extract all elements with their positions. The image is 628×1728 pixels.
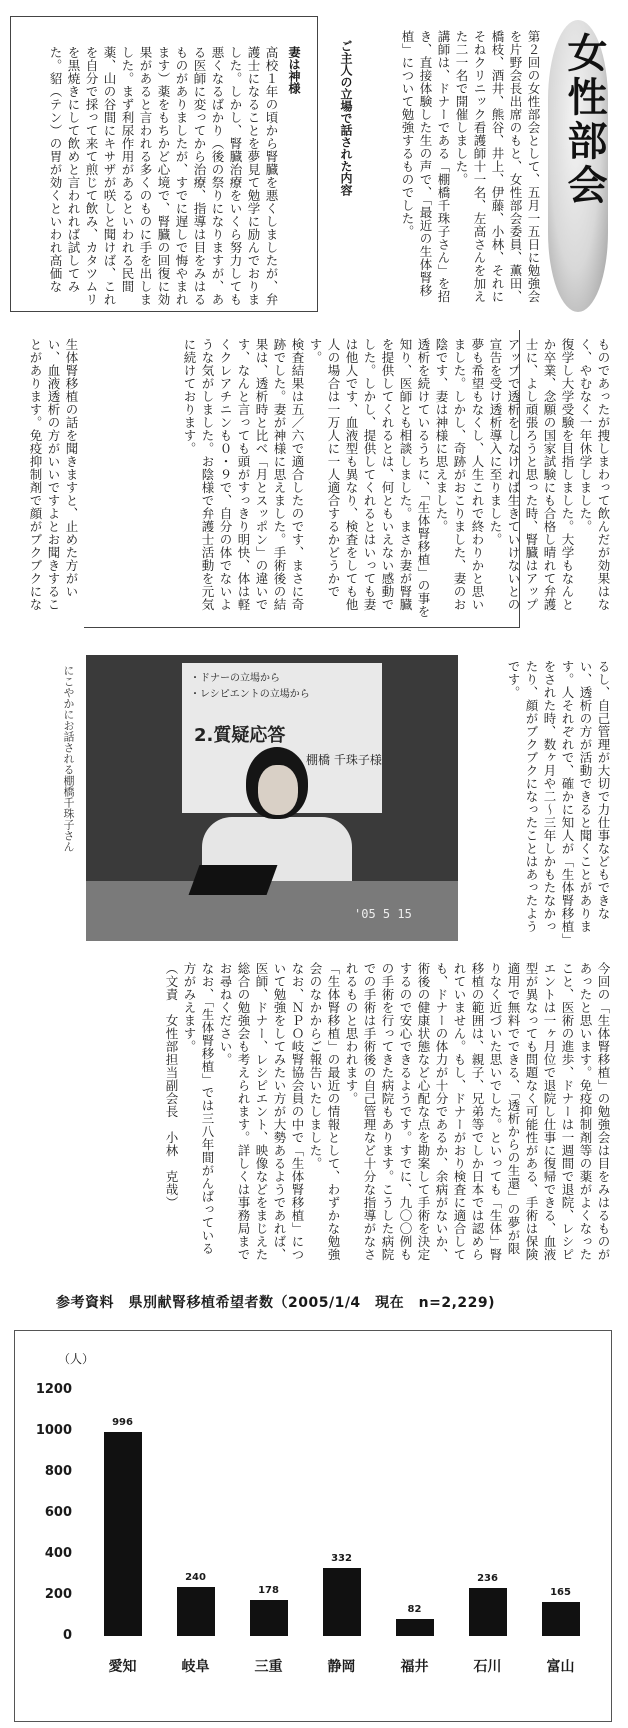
laptop [189, 865, 278, 895]
intro-text: 第２回の女性部会として、五月一五日に勉強会を片野会長出席のもと、女性部会委員、薫田、橋枝、酒井、熊谷、井上、伊藤、小林、それにそねクリニック看護師十一名、左高さんを加えた二一名で開催しました。 講師は、ドナーである「棚橋千珠子さん」を招き、直接体験した生の声で、「最近の生体腎移植」について勉強するものでした。 [400, 30, 541, 303]
bar-石川 [469, 1588, 507, 1636]
bar-岐阜 [177, 1587, 215, 1636]
sub-heading: 妻は神様 [287, 46, 301, 94]
x-category-label: 福井 [400, 1659, 429, 1675]
bar-value-label: 165 [550, 1587, 571, 1599]
y-tick-label: 1200 [35, 1382, 72, 1397]
x-category-label: 岐阜 [181, 1659, 210, 1675]
bar-value-label: 240 [185, 1571, 206, 1583]
y-tick-label: 0 [62, 1628, 72, 1643]
speaker-photo [86, 655, 458, 941]
chart-title: 参考資料 県別献腎移植希望者数（2005/1/4 現在 n=2,229) [56, 1295, 496, 1311]
x-category-label: 石川 [473, 1659, 502, 1675]
bottom-text: 今回の「生体腎移植」の勉強会は目をみはるものがあったと思います。免疫抑制剤等の薬がよくなったこと、医術の進歩、ドナーは一週間で退院、レシピエントは一ヶ月位で退院し仕事に復帰できる、血液型が異なっても問題なく可能性がある、手術は保険適用で無料でできる、「透析からの生還」の夢が限りなく近づいた思いでした。といっても「生体」腎移植の範囲は、親子、兄弟等でしか日本では認められていません。もし、ドナーがおり検査に適合しても、ドナーの体力が十分であるか、余病がないか、術後の健康状態など心配な点を勘案して手術を決定するので安心できるようです。すでに、九〇〇例もの手術を行ってきた病院もあります。こうした病院での手術は手術後の自己管理など十分な指導がなされるものと思われます。 「生体腎移植」の最近の情報として、わずかな勉強会のなかからご報告いたしました。 なお、ＮＰＯ岐腎協会員の中で「生体腎移植」について勉強をしてみたい方が大勢あるようであれば、医師、ドナー、レシピエント、映像などをまじえた総合の勉強会も考えられます。詳しくは事務局までお尋ねください。 なお、「生体腎移植」では三八年間がんばっている方がみえます。 （文責 女性部担当副会長 小林 克哉） [164, 962, 611, 1261]
board-line-1: ・ドナーの立場から [190, 673, 280, 684]
bar-静岡 [323, 1568, 361, 1636]
x-category-label: 三重 [254, 1659, 283, 1675]
y-tick-label: 800 [44, 1464, 72, 1479]
date-stamp: '05 5 15 [354, 907, 412, 921]
board-line-2: ・レシピエントの立場から [190, 689, 310, 700]
bar-愛知 [104, 1432, 142, 1636]
y-tick-label: 400 [44, 1546, 72, 1561]
bar-三重 [250, 1600, 288, 1636]
bar-value-label: 236 [477, 1572, 498, 1584]
left-text: 生体腎移植の話を聞きますと、止めた方がいい、血液透析の方がいいですよとお聞きすることがあります。免疫抑制剤で顔がブクブクにな [28, 338, 79, 611]
x-category-label: 富山 [546, 1659, 575, 1675]
board-name: 棚橋 千珠子様 [306, 753, 382, 767]
bar-富山 [542, 1602, 580, 1636]
board-heading: 2.質疑応答 [194, 725, 286, 746]
y-axis-unit: （人） [58, 1352, 95, 1366]
right-text-2: るし、自己管理が大切で力仕事などもできない、透析の方が活動できると聞くことがあります。人それぞれで、確かに知人が「生体腎移植」をされた時、数ヶ月や二〜三年しかもたなかったり、顔がブクブクになったことはあったようです。 [506, 660, 611, 940]
section-heading: ご主人の立場で話された内容 [339, 40, 353, 196]
speaker-face [258, 765, 298, 815]
mid-text: ものであったが捜しまわって飲んだが効果はなく、やむなく一年休学しました。 復学し大学受験を目指しました。大学もなんとか卒業、念願の国家試験にも合格し晴れて弁護士に、よし頑張ろうと思った時、腎臓はアップアップで透析をしなければ生きていけないとの宣告を受け透析導入に至りました。 夢も希望もなくし、人生これで終わりかと思いました。しかし、奇跡がおこりました、妻のお陰です、妻は神様に思えました。 透析を続けているうちに、「生体腎移植」の事を知り、医師とも相談しました。まさか妻が腎臓を提供してくれるとは、何ともいえない感動でした。しかし、提供してくれるとはいっても妻は他人です、血液型も異なり、検査をしても他人の場合は一万人に一人適合するかどうかです。 検査結果は五／六で適合したのです、まさに奇跡でした。妻が神様に思えました。手術後の結果は、透析時と比べ「月とスッポン」の違いです、なんと言っても頭がすっきり明快、体は軽くクレアチニンも０・９で、自分の体でないような気がしました。お陰様で弁護士活動を元気に続けております。 [182, 338, 611, 618]
y-tick-label: 1000 [35, 1423, 72, 1438]
photo-caption: にこやかにお話される棚橋千珠子さん [62, 665, 75, 852]
y-tick-label: 200 [44, 1587, 72, 1602]
x-category-label: 愛知 [108, 1659, 137, 1675]
bar-value-label: 82 [407, 1604, 422, 1616]
x-category-label: 静岡 [327, 1659, 356, 1675]
bar-福井 [396, 1619, 434, 1636]
bar-value-label: 332 [331, 1552, 352, 1564]
topic-text: 高校１年の頃から腎臓を悪くしましたが、弁護士になることを夢見て勉学に励んでおりました。しかし、腎臓治療をいくら努力しても悪くなるばかり（後の祭りになりますが、ある医師に変ってから治療、指導は目をみはるものがありましたが、すでに遅しで悔やまれます）薬をもちかど心境で、腎臓の回復に効果があると言われる多くのものに手を出しました。まず利尿作用があるといわれる民間薬、山の谷間にキサザが咲しと聞けば、これを自分で採って来て煎じて飲み、カタツムリを黒焼きにして飲めと言われれば試してみた。貂（テン）の胃が効くといわれ高価な [48, 46, 279, 306]
bar-value-label: 178 [258, 1584, 279, 1596]
y-tick-label: 600 [44, 1505, 72, 1520]
page-title: 女性部会 [561, 32, 607, 208]
bar-value-label: 996 [112, 1416, 133, 1428]
